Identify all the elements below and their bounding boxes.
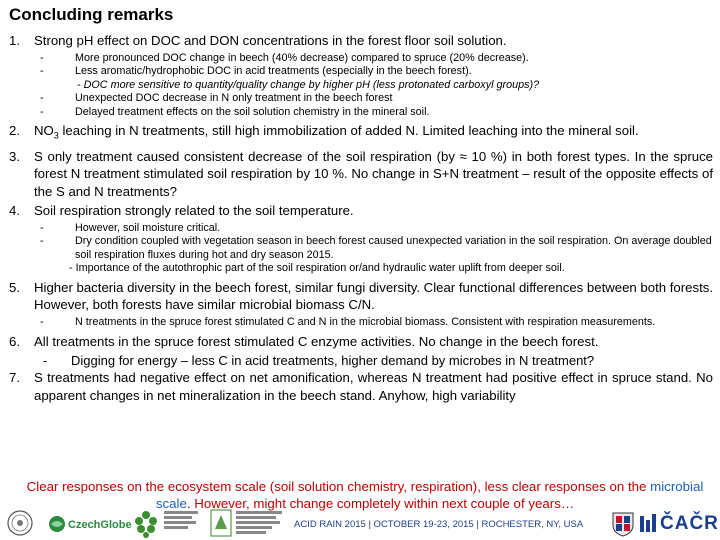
item-number: 7. xyxy=(9,370,20,386)
item-text: Soil respiration strongly related to the soil temperature. xyxy=(34,203,354,219)
faculty-text-block xyxy=(164,509,204,539)
remarks-list xyxy=(9,32,713,406)
list-item xyxy=(9,202,713,220)
item-number: 2. xyxy=(9,123,20,139)
svg-text:CzechGlobe: CzechGlobe xyxy=(68,519,132,531)
university-logo-icon xyxy=(210,509,232,537)
item-number: 4. xyxy=(9,203,20,219)
cacr-logo: ČAČR xyxy=(660,513,719,534)
item-text: $NO_3$ leaching in N treatments, still high immobilization of added N. Limited leaching into the mineral soil. xyxy=(34,123,639,142)
list-item xyxy=(9,369,713,404)
list-item xyxy=(9,32,713,50)
event-info: ACID RAIN 2015 | OCTOBER 19-23, 2015 | ROCHESTER, NY, USA xyxy=(294,519,584,530)
seal-logo-icon xyxy=(6,509,34,537)
item-text: S treatments had negative effect on net amonification, whereas N treatment had positive effect in spruce stand. No apparent changes in net mineralization in the beech stand. Anyhow, high variability xyxy=(34,370,713,403)
list-item xyxy=(9,148,713,201)
item-number: 5. xyxy=(9,279,20,295)
item-text: S only treatment caused consistent decrease of the soil respiration (by ≈ 10 %) in both forest types. In the spruce forest N treatment stimulated soil respiration by 10 %. No change in S+N treatment – result of the opposite effects of the S and N treatments? xyxy=(34,148,713,199)
item-number: 6. xyxy=(9,333,20,349)
sublist xyxy=(9,222,713,276)
sub-item: - Delayed treatment effects on the soil solution chemistry in the mineral soil. xyxy=(40,105,430,118)
item-text: Strong pH effect on DOC and DON concentrations in the forest floor soil solution. xyxy=(34,33,507,48)
sub-item: - N treatments in the spruce forest stimulated C and N in the microbial biomass. Consistent with respiration measurements. xyxy=(40,315,656,328)
university-text-block xyxy=(236,509,286,539)
list-item xyxy=(9,333,713,351)
sub-note: - Importance of the autothrophic part of the soil respiration or/and hydraulic water uplift from deeper soil. xyxy=(69,262,565,275)
czechglobe-logo-icon xyxy=(48,513,132,535)
item-number: 3. xyxy=(9,148,20,164)
sub-item: - Less aromatic/hydrophobic DOC in acid treatments (especially in the beech forest). xyxy=(40,65,472,78)
list-item xyxy=(9,279,713,314)
list-item xyxy=(9,122,713,145)
item-text: Higher bacteria diversity in the beech forest, similar fungi diversity. Clear functional differences between both forests. However, both forests have similar microbial biomass C/N. xyxy=(34,279,714,313)
item-text: All treatments in the spruce forest stimulated C enzyme activities. No change in the beech forest. xyxy=(34,333,599,349)
sub-item: - Unexpected DOC decrease in N only treatment in the beech forest xyxy=(40,92,393,105)
sublist xyxy=(9,52,713,120)
sub-note: - DOC more sensitive to quantity/quality change by higher pH (less protonated carboxyl groups)? xyxy=(77,78,540,91)
item-number: 1. xyxy=(9,33,20,48)
conclusion-text: Clear responses on the ecosystem scale (soil solution chemistry, respiration), less clear responses on the microbial scale. However, might change completely within next couple of years… xyxy=(26,479,704,511)
sub-item: - Digging for energy – less C in acid treatments, higher demand by microbes in N treatment? xyxy=(43,353,595,369)
sub-item: - Dry condition coupled with vegetation season in beech forest caused unexpected variation in the soil respiration. On average doubled soil respiration fluxes during hot and dry season 2015. xyxy=(40,235,712,261)
cacr-mark-icon xyxy=(638,513,658,535)
sub-item: - However, soil moisture critical. xyxy=(40,221,221,234)
faculty-logo-icon xyxy=(132,509,160,539)
sublist xyxy=(9,316,713,330)
crest-logo-icon xyxy=(612,511,634,537)
slide-title: Concluding remarks xyxy=(9,5,174,24)
sub-item: - More pronounced DOC change in beech (40% decrease) compared to spruce (20% decrease). xyxy=(40,51,529,64)
footer xyxy=(0,507,720,540)
